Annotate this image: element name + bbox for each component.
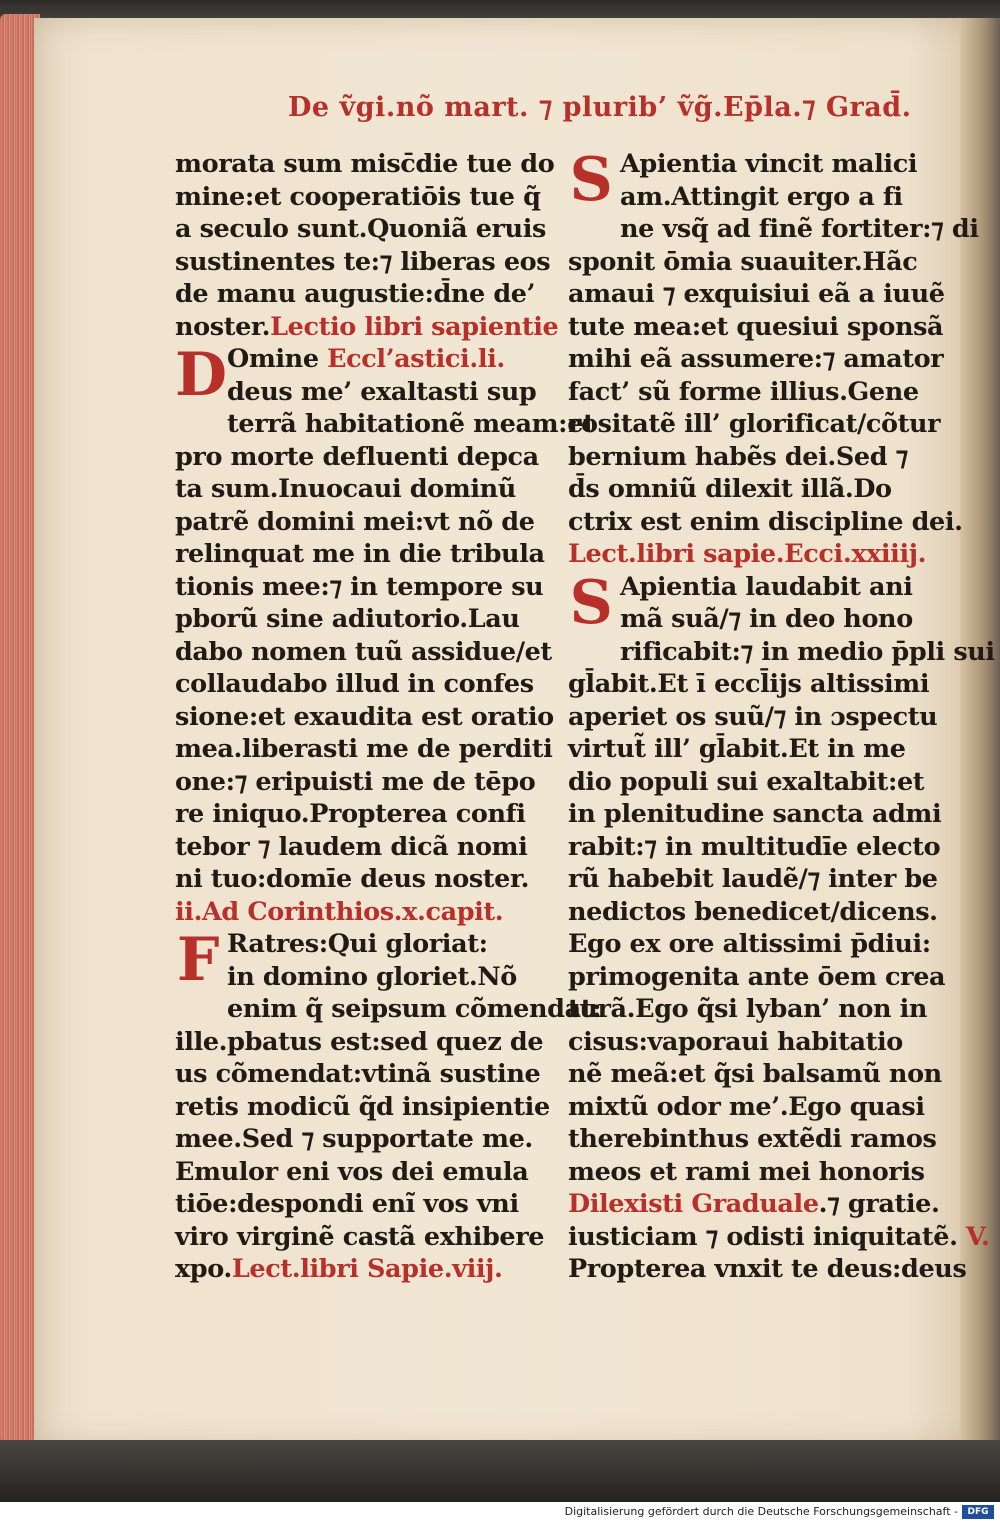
body-text: sponit ōmia suauiter.Hãc bbox=[568, 246, 918, 277]
body-text: Ratres:Qui gloriat: bbox=[227, 929, 488, 959]
body-text: retis modicũ q̃d insipientie bbox=[175, 1091, 550, 1122]
body-text: bernium habẽs dei.Sed ⁊ bbox=[568, 441, 908, 472]
text-line bbox=[175, 246, 551, 279]
body-text: sione:et exaudita est oratio bbox=[175, 701, 554, 732]
rubric-text: Lectio libri sapientie bbox=[270, 311, 559, 342]
body-text: Propterea vnxit te deus:deus bbox=[568, 1254, 967, 1284]
body-text: pborũ sine adiutorio.Lau bbox=[175, 604, 520, 634]
text-line bbox=[568, 538, 927, 571]
body-text: mea.liberasti me de perditi bbox=[175, 734, 553, 764]
left-text-column bbox=[175, 148, 602, 1286]
text-line bbox=[568, 311, 944, 344]
text-line bbox=[568, 278, 945, 311]
body-text: nedictos benedicet/dicens. bbox=[568, 896, 938, 927]
body-text: tebor ⁊ laudem dicã nomi bbox=[175, 831, 528, 862]
body-text: Ego ex ore altissimi p̄diui: bbox=[568, 929, 931, 959]
body-text: Apientia vincit malici bbox=[620, 149, 918, 179]
rubric-text: Lect.libri sapie.Ecci.xxiiij. bbox=[568, 539, 927, 569]
text-line bbox=[568, 928, 931, 961]
text-line bbox=[175, 571, 544, 604]
body-text: mixtũ odor me’.Ego quasi bbox=[568, 1091, 925, 1122]
body-text: rũ habebit laudẽ/⁊ inter be bbox=[568, 864, 938, 894]
body-text: aperiet os suũ/⁊ in ɔspectu bbox=[568, 701, 938, 732]
body-text: ta sum.Inuocaui dominũ bbox=[175, 474, 516, 504]
body-text: Omine bbox=[227, 344, 328, 374]
rubric-text: Graduale bbox=[691, 1189, 819, 1219]
text-line bbox=[175, 506, 535, 539]
text-line bbox=[175, 636, 552, 669]
text-line bbox=[568, 1253, 967, 1286]
text-line bbox=[175, 831, 528, 864]
text-line bbox=[175, 311, 559, 344]
text-line bbox=[175, 1026, 544, 1059]
text-line bbox=[568, 1156, 925, 1189]
body-text: ctrix est enim discipline dei. bbox=[568, 506, 963, 537]
text-line bbox=[568, 733, 913, 766]
body-text: in plenitudine sancta admi bbox=[568, 799, 942, 829]
footer-credit: Digitalisierung gefördert durch die Deutsche Forschungsgemeinschaft - bbox=[564, 1505, 958, 1518]
text-line bbox=[175, 961, 523, 994]
body-text: ne vsq̃ ad finẽ fortiter:⁊ di bbox=[620, 214, 979, 244]
body-text: us cõmendat:vtinã sustine bbox=[175, 1059, 541, 1089]
body-text: amaui ⁊ exquisiui eã a iuuẽ bbox=[568, 279, 945, 309]
text-line bbox=[568, 506, 963, 539]
text-line bbox=[175, 668, 534, 701]
text-line bbox=[568, 1026, 913, 1059]
text-line bbox=[175, 1091, 550, 1124]
scan-backdrop-bottom bbox=[0, 1440, 1000, 1502]
body-text: iusticiam ⁊ odisti iniquitatẽ. bbox=[568, 1221, 958, 1252]
text-line bbox=[568, 766, 925, 799]
body-text: ille.pbatus est:sed quez de bbox=[175, 1026, 544, 1057]
text-line bbox=[568, 603, 913, 636]
rubricated-initial: S bbox=[569, 145, 613, 215]
text-line bbox=[568, 961, 946, 994]
body-text: viro virginẽ castã exhibere bbox=[175, 1221, 545, 1252]
text-line bbox=[175, 1221, 545, 1254]
body-text: d̄s omniũ dilexit illã.Do bbox=[568, 474, 892, 504]
text-line bbox=[568, 1091, 925, 1124]
text-line bbox=[568, 181, 913, 214]
text-line bbox=[568, 668, 930, 701]
text-line bbox=[175, 473, 523, 506]
text-line bbox=[568, 863, 938, 896]
text-line bbox=[175, 733, 553, 766]
body-text: mine:et cooperatiōis tue q̃ bbox=[175, 181, 541, 212]
body-text: patrẽ domini mei:vt nõ de bbox=[175, 506, 535, 537]
body-text: mã suã/⁊ in deo hono bbox=[620, 604, 913, 634]
text-line bbox=[568, 213, 979, 246]
text-line bbox=[568, 343, 944, 376]
body-text: de manu augustie:d̄ne de’ bbox=[175, 279, 536, 309]
body-text: Apientia laudabit ani bbox=[620, 571, 913, 602]
body-text: tute mea:et quesiui sponsã bbox=[568, 311, 944, 342]
body-text: xpo. bbox=[175, 1254, 232, 1284]
text-line bbox=[568, 831, 941, 864]
text-line bbox=[175, 798, 526, 831]
text-line bbox=[568, 473, 913, 506]
text-line bbox=[568, 408, 941, 441]
body-text: turã.Ego q̃si lyban’ non in bbox=[568, 994, 928, 1024]
text-line bbox=[175, 1156, 529, 1189]
rubric-text: Lect.libri Sapie.viij. bbox=[231, 1254, 503, 1284]
body-text: dio populi sui exaltabit:et bbox=[568, 766, 925, 797]
body-text: enim q̃ seipsum cõmendat: bbox=[227, 994, 602, 1024]
body-text: rificabit:⁊ in medio p̄pli sui bbox=[620, 636, 995, 667]
text-line bbox=[175, 993, 602, 1026]
text-line bbox=[175, 896, 523, 929]
dfg-logo: DFG bbox=[962, 1505, 994, 1519]
rubricated-initial: F bbox=[176, 925, 220, 995]
text-line bbox=[175, 376, 537, 409]
running-head: De ṽgi.nõ mart. ⁊ plurib’ ṽg̃.Ep̄la.⁊ Grad̄. bbox=[288, 92, 912, 123]
body-text: am.Attingit ergo a fi bbox=[620, 181, 903, 212]
text-line bbox=[175, 766, 536, 799]
text-line bbox=[568, 701, 938, 734]
body-text: Emulor eni vos dei emula bbox=[175, 1156, 529, 1187]
text-line bbox=[568, 636, 995, 669]
rubric-text: ii.Ad Corinthios.x.capit. bbox=[175, 896, 504, 927]
text-line bbox=[568, 798, 942, 831]
text-line bbox=[568, 376, 919, 409]
body-text: dabo nomen tuũ assidue/et bbox=[175, 636, 552, 667]
text-line bbox=[568, 1123, 937, 1156]
text-line bbox=[568, 441, 913, 474]
text-line bbox=[175, 1253, 523, 1286]
text-line bbox=[568, 1221, 990, 1254]
body-text: tionis mee:⁊ in tempore su bbox=[175, 571, 544, 602]
text-line bbox=[568, 1188, 940, 1221]
text-line bbox=[175, 603, 523, 636]
text-line bbox=[568, 1058, 942, 1091]
body-text: ni tuo:domīe deus noster. bbox=[175, 864, 530, 894]
body-text: one:⁊ eripuisti me de tēpo bbox=[175, 766, 536, 797]
body-text: fact’ sũ forme illius.Gene bbox=[568, 376, 919, 407]
body-text: .⁊ gratie. bbox=[818, 1189, 940, 1219]
body-text: mihi eã assumere:⁊ amator bbox=[568, 344, 944, 374]
text-line bbox=[175, 1188, 523, 1221]
body-text: mee.Sed ⁊ supportate me. bbox=[175, 1124, 533, 1154]
text-line bbox=[175, 1058, 541, 1091]
body-text: collaudabo illud in confes bbox=[175, 669, 534, 699]
text-line bbox=[175, 863, 530, 896]
body-text: virtut̃ ill’ gl̄abit.Et in me bbox=[568, 734, 906, 764]
body-text: sustinentes te:⁊ liberas eos bbox=[175, 246, 551, 277]
body-text: relinquat me in die tribula bbox=[175, 539, 545, 569]
text-line bbox=[568, 993, 928, 1026]
body-text: gl̄abit.Et ī eccl̄ijs altissimi bbox=[568, 669, 930, 699]
rubric-text: Dilexisti bbox=[568, 1189, 692, 1219]
text-line bbox=[568, 246, 918, 279]
body-text: noster. bbox=[175, 311, 271, 342]
body-text: primogenita ante ōem crea bbox=[568, 961, 946, 992]
body-text: deus me’ exaltasti sup bbox=[227, 376, 537, 407]
body-text: rositatẽ ill’ glorificat/cõtur bbox=[568, 409, 941, 439]
body-text: pro morte defluenti depca bbox=[175, 441, 539, 472]
body-text: tiōe:despondi enĩ vos vni bbox=[175, 1189, 519, 1219]
text-line bbox=[175, 408, 595, 441]
body-text: morata sum misc̄die tue do bbox=[175, 149, 555, 179]
text-line bbox=[175, 538, 545, 571]
right-text-column bbox=[568, 145, 995, 1286]
text-line bbox=[175, 278, 536, 311]
text-line bbox=[175, 441, 539, 474]
text-line bbox=[175, 1123, 533, 1156]
body-text: cisus:vaporaui habitatio bbox=[568, 1026, 903, 1057]
rubric-text: Eccl’astici.li. bbox=[327, 344, 505, 374]
text-line bbox=[175, 213, 546, 246]
rubricated-initial: S bbox=[569, 567, 613, 638]
text-line bbox=[568, 896, 938, 929]
body-text: terrã habitationẽ meam:et bbox=[227, 409, 595, 439]
body-text: re iniquo.Propterea confi bbox=[175, 799, 526, 829]
text-line bbox=[175, 181, 541, 214]
rubricated-initial: D bbox=[175, 340, 227, 410]
rubric-text: V. bbox=[957, 1221, 990, 1252]
body-text: nẽ meã:et q̃si balsamũ non bbox=[568, 1059, 942, 1089]
text-line bbox=[175, 701, 554, 734]
body-text: meos et rami mei honoris bbox=[568, 1156, 925, 1187]
body-text: in domino gloriet.Nõ bbox=[227, 961, 517, 992]
text-line bbox=[175, 148, 555, 181]
body-text: a seculo sunt.Quoniã eruis bbox=[175, 214, 546, 244]
body-text: therebinthus extẽdi ramos bbox=[568, 1124, 937, 1154]
body-text: rabit:⁊ in multitudīe electo bbox=[568, 831, 941, 862]
